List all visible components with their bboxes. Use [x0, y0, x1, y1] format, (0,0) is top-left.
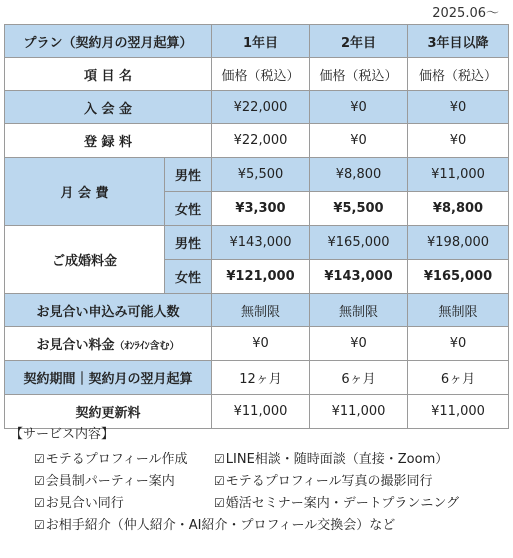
contract-period-y1: 12ヶ月 — [212, 361, 310, 395]
renewal-fee-y3: ¥11,000 — [408, 395, 509, 429]
marriage-male-y2: ¥165,000 — [310, 226, 408, 260]
marriage-female-label: 女性 — [165, 260, 212, 294]
admission-fee-y2: ¥0 — [310, 91, 408, 124]
price-table — [4, 24, 509, 429]
service-item — [34, 448, 214, 467]
monthly-female-y1: ¥3,300 — [212, 192, 310, 226]
miai-count-label: お見合い申込み可能人数 — [5, 294, 212, 327]
contract-period-label: 契約期間｜契約月の翌月起算 — [5, 361, 212, 395]
miai-fee-label: お見合い料金 — [36, 338, 115, 353]
services-section — [10, 423, 459, 536]
service-item-label: モテるプロフィール写真の撮影同行 — [225, 474, 433, 489]
price-label-2: 価格（税込） — [310, 58, 408, 91]
renewal-fee-y1: ¥11,000 — [212, 395, 310, 429]
monthly-male-y1: ¥5,500 — [212, 158, 310, 192]
admission-fee-y1: ¥22,000 — [212, 91, 310, 124]
price-label-3: 価格（税込） — [408, 58, 509, 91]
marriage-female-y1: ¥121,000 — [212, 260, 310, 294]
services-row — [34, 470, 459, 492]
service-item — [214, 492, 459, 511]
item-name-row — [5, 58, 509, 91]
admission-fee-y3: ¥0 — [408, 91, 509, 124]
service-item-label: 婚活セミナー案内・デートプランニング — [225, 496, 460, 511]
checkbox-icon: ☑ — [34, 474, 45, 488]
services-list — [34, 448, 459, 536]
services-row — [34, 514, 459, 536]
service-item — [214, 448, 448, 467]
year1-header: 1年目 — [212, 25, 310, 58]
monthly-female-label: 女性 — [165, 192, 212, 226]
price-label-1: 価格（税込） — [212, 58, 310, 91]
miai-fee-row — [5, 327, 509, 361]
miai-count-y1: 無制限 — [212, 294, 310, 327]
monthly-male-label: 男性 — [165, 158, 212, 192]
miai-fee-label-cell — [5, 327, 212, 361]
contract-period-y3: 6ヶ月 — [408, 361, 509, 395]
monthly-male-y3: ¥11,000 — [408, 158, 509, 192]
contract-period-row — [5, 361, 509, 395]
effective-date: 2025.06～ — [432, 6, 499, 21]
registration-fee-label: 登 録 料 — [5, 124, 212, 158]
plan-header: プラン（契約月の翌月起算） — [5, 25, 212, 58]
marriage-female-y2: ¥143,000 — [310, 260, 408, 294]
year3-header: 3年目以降 — [408, 25, 509, 58]
service-item-label: お相手紹介（仲人紹介・AI紹介・プロフィール交換会）など — [45, 518, 396, 533]
checkbox-icon: ☑ — [214, 496, 225, 510]
checkbox-icon: ☑ — [34, 518, 45, 532]
checkbox-icon: ☑ — [34, 496, 45, 510]
monthly-fee-label: 月 会 費 — [5, 158, 165, 226]
miai-fee-note: （ｵﾝﾗｲﾝ含む） — [114, 341, 180, 352]
miai-count-y2: 無制限 — [310, 294, 408, 327]
services-row — [34, 448, 459, 470]
service-item — [34, 514, 395, 533]
registration-fee-y3: ¥0 — [408, 124, 509, 158]
service-item-label: お見合い同行 — [45, 496, 124, 511]
monthly-male-y2: ¥8,800 — [310, 158, 408, 192]
renewal-fee-label: 契約更新料 — [5, 395, 212, 429]
monthly-fee-male-row — [5, 158, 509, 192]
registration-fee-y1: ¥22,000 — [212, 124, 310, 158]
header-row — [5, 25, 509, 58]
admission-fee-label: 入 会 金 — [5, 91, 212, 124]
monthly-female-y3: ¥8,800 — [408, 192, 509, 226]
service-item — [214, 470, 432, 489]
admission-fee-row — [5, 91, 509, 124]
registration-fee-y2: ¥0 — [310, 124, 408, 158]
checkbox-icon: ☑ — [214, 474, 225, 488]
marriage-fee-label: ご成婚料金 — [5, 226, 165, 294]
marriage-fee-male-row — [5, 226, 509, 260]
services-row — [34, 492, 459, 514]
item-name-label: 項 目 名 — [5, 58, 212, 91]
miai-fee-y3: ¥0 — [408, 327, 509, 361]
marriage-male-y3: ¥198,000 — [408, 226, 509, 260]
checkbox-icon: ☑ — [214, 452, 225, 466]
miai-count-row — [5, 294, 509, 327]
renewal-fee-y2: ¥11,000 — [310, 395, 408, 429]
miai-fee-y2: ¥0 — [310, 327, 408, 361]
monthly-female-y2: ¥5,500 — [310, 192, 408, 226]
contract-period-y2: 6ヶ月 — [310, 361, 408, 395]
year2-header: 2年目 — [310, 25, 408, 58]
marriage-male-label: 男性 — [165, 226, 212, 260]
checkbox-icon: ☑ — [34, 452, 45, 466]
service-item-label: モテるプロフィール作成 — [45, 452, 188, 467]
miai-fee-y1: ¥0 — [212, 327, 310, 361]
marriage-male-y1: ¥143,000 — [212, 226, 310, 260]
service-item-label: LINE相談・随時面談（直接・Zoom） — [225, 452, 449, 467]
miai-count-y3: 無制限 — [408, 294, 509, 327]
service-item-label: 会員制パーティー案内 — [45, 474, 175, 489]
registration-fee-row — [5, 124, 509, 158]
service-item — [34, 470, 214, 489]
marriage-female-y3: ¥165,000 — [408, 260, 509, 294]
service-item — [34, 492, 214, 511]
services-title: 【サービス内容】 — [10, 427, 115, 442]
